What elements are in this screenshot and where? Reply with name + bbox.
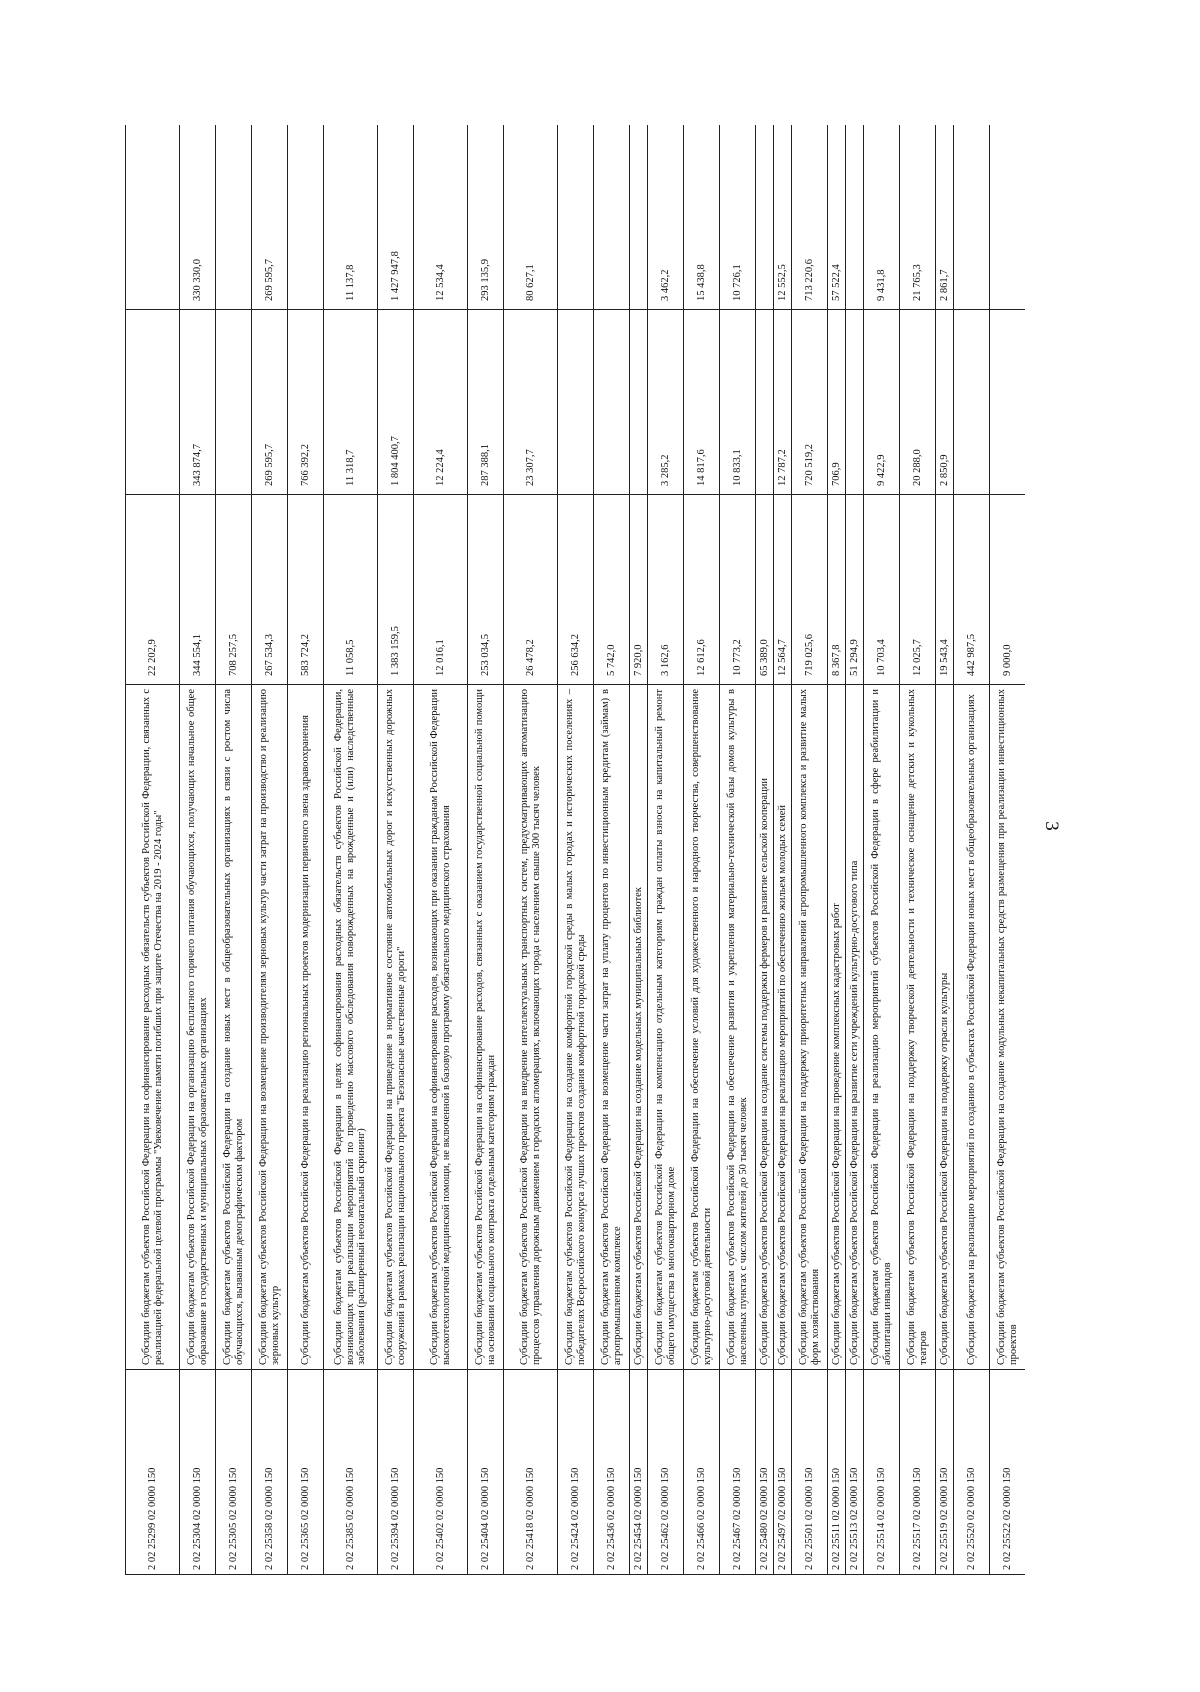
- table-row: [324, 125, 378, 1575]
- amount-year2-cell: [756, 310, 774, 495]
- budget-code-cell: 2 02 25305 02 0000 150: [216, 1370, 252, 1575]
- rotated-table-wrapper: [125, 125, 1025, 1575]
- amount-year3-cell: 293 135,9: [468, 125, 504, 310]
- amount-year1-cell: 1 383 159,5: [378, 495, 414, 685]
- description-cell: Субсидии бюджетам субъектов Российской Федерации на реализацию региональных проектов модернизации первичного звена здравоохранения: [288, 685, 324, 1370]
- table-row: [990, 125, 1026, 1575]
- amount-year3-cell: 2 861,7: [936, 125, 954, 310]
- table-row: [792, 125, 828, 1575]
- amount-year1-cell: 10 773,2: [720, 495, 756, 685]
- table-row: [846, 125, 864, 1575]
- amount-year3-cell: 12 534,4: [414, 125, 468, 310]
- table-row: [594, 125, 630, 1575]
- amount-year1-cell: 19 543,4: [936, 495, 954, 685]
- budget-table: [125, 125, 1025, 1575]
- budget-code-cell: 2 02 25436 02 0000 150: [594, 1370, 630, 1575]
- amount-year1-cell: 12 016,1: [414, 495, 468, 685]
- table-row: [630, 125, 648, 1575]
- table-row: [468, 125, 504, 1575]
- budget-code-cell: 2 02 25513 02 0000 150: [846, 1370, 864, 1575]
- budget-code-cell: 2 02 25462 02 0000 150: [648, 1370, 684, 1575]
- amount-year2-cell: 287 388,1: [468, 310, 504, 495]
- amount-year3-cell: 57 522,4: [828, 125, 846, 310]
- description-cell: Субсидии бюджетам субъектов Российской Федерации на софинансирование расходных обязательств субъектов Российской Федерации, связанных с реализацией федеральной целевой программы "Увековечение памяти погибших при защите Отечества на 2019 - 2024 годы": [126, 685, 180, 1370]
- budget-code-cell: 2 02 25501 02 0000 150: [792, 1370, 828, 1575]
- document-sheet: [125, 125, 1025, 1575]
- description-cell: Субсидии бюджетам субъектов Российской Федерации на поддержку отрасли культуры: [936, 685, 954, 1370]
- amount-year2-cell: [846, 310, 864, 495]
- amount-year2-cell: [954, 310, 990, 495]
- budget-code-cell: 2 02 25519 02 0000 150: [936, 1370, 954, 1575]
- description-cell: Субсидии бюджетам субъектов Российской Федерации на реализацию мероприятий субъектов Российской Федерации в сфере реабилитации и абилитации инвалидов: [864, 685, 900, 1370]
- amount-year1-cell: 26 478,2: [504, 495, 558, 685]
- amount-year1-cell: 9 000,0: [990, 495, 1026, 685]
- table-row: [936, 125, 954, 1575]
- amount-year3-cell: 3 462,2: [648, 125, 684, 310]
- amount-year2-cell: 12 224,4: [414, 310, 468, 495]
- budget-code-cell: 2 02 25304 02 0000 150: [180, 1370, 216, 1575]
- table-row: [180, 125, 216, 1575]
- budget-code-cell: 2 02 25418 02 0000 150: [504, 1370, 558, 1575]
- amount-year3-cell: [594, 125, 630, 310]
- amount-year1-cell: 708 257,5: [216, 495, 252, 685]
- amount-year2-cell: 2 850,9: [936, 310, 954, 495]
- amount-year3-cell: 10 726,1: [720, 125, 756, 310]
- amount-year1-cell: 11 058,5: [324, 495, 378, 685]
- table-row: [756, 125, 774, 1575]
- amount-year1-cell: 719 025,6: [792, 495, 828, 685]
- budget-code-cell: 2 02 25299 02 0000 150: [126, 1370, 180, 1575]
- description-cell: Субсидии бюджетам субъектов Российской Федерации на поддержку творческой деятельности и техническое оснащение детских и кукольных театров: [900, 685, 936, 1370]
- budget-code-cell: 2 02 25365 02 0000 150: [288, 1370, 324, 1575]
- amount-year1-cell: 65 389,0: [756, 495, 774, 685]
- table-row: [558, 125, 594, 1575]
- description-cell: Субсидии бюджетам субъектов Российской Федерации на реализацию мероприятий по обеспечению жильем молодых семей: [774, 685, 792, 1370]
- amount-year2-cell: 720 519,2: [792, 310, 828, 495]
- amount-year2-cell: 3 285,2: [648, 310, 684, 495]
- amount-year3-cell: [288, 125, 324, 310]
- description-cell: Субсидии бюджетам субъектов Российской Федерации на организацию бесплатного горячего питания обучающихся, получающих начальное общее образование в государственных и муниципальных образовательных организациях: [180, 685, 216, 1370]
- amount-year2-cell: 20 288,0: [900, 310, 936, 495]
- amount-year3-cell: 9 431,8: [864, 125, 900, 310]
- amount-year2-cell: [630, 310, 648, 495]
- amount-year2-cell: 9 422,9: [864, 310, 900, 495]
- budget-code-cell: 2 02 25497 02 0000 150: [774, 1370, 792, 1575]
- amount-year1-cell: 3 162,6: [648, 495, 684, 685]
- table-row: [126, 125, 180, 1575]
- description-cell: Субсидии бюджетам субъектов Российской Федерации на софинансирование расходов, связанных с оказанием государственной социальной помощи на основании социального контракта отдельным категориям граждан: [468, 685, 504, 1370]
- description-cell: Субсидии бюджетам субъектов Российской Федерации на возмещение части затрат на уплату процентов по инвестиционным кредитам (займам) в агропромышленном комплексе: [594, 685, 630, 1370]
- table-row: [504, 125, 558, 1575]
- amount-year3-cell: 21 765,3: [900, 125, 936, 310]
- amount-year1-cell: 51 294,9: [846, 495, 864, 685]
- description-cell: Субсидии бюджетам субъектов Российской Федерации на поддержку приоритетных направлений агропромышленного комплекса и развитие малых форм хозяйствования: [792, 685, 828, 1370]
- amount-year3-cell: [558, 125, 594, 310]
- amount-year1-cell: 267 534,3: [252, 495, 288, 685]
- amount-year2-cell: 766 392,2: [288, 310, 324, 495]
- description-cell: Субсидии бюджетам на реализацию мероприятий по созданию в субъектах Российской Федерации новых мест в общеобразовательных организациях: [954, 685, 990, 1370]
- description-cell: Субсидии бюджетам субъектов Российской Федерации на создание модульных некапитальных средств размещения при реализации инвестиционных проектов: [990, 685, 1026, 1370]
- description-cell: Субсидии бюджетам субъектов Российской Федерации на приведение в нормативное состояние автомобильных дорог и искусственных дорожных сооружений в рамках реализации национального проекта "Безопасные качественные дороги": [378, 685, 414, 1370]
- amount-year3-cell: 1 427 947,8: [378, 125, 414, 310]
- table-row: [774, 125, 792, 1575]
- budget-code-cell: 2 02 25467 02 0000 150: [720, 1370, 756, 1575]
- budget-code-cell: 2 02 25511 02 0000 150: [828, 1370, 846, 1575]
- description-cell: Субсидии бюджетам субъектов Российской Федерации на создание системы поддержки фермеров и развитие сельской кооперации: [756, 685, 774, 1370]
- amount-year3-cell: [846, 125, 864, 310]
- amount-year2-cell: 23 307,7: [504, 310, 558, 495]
- description-cell: Субсидии бюджетам субъектов Российской Федерации на обеспечение развития и укрепления материально-технической базы домов культуры в населенных пунктах с числом жителей до 50 тысяч человек: [720, 685, 756, 1370]
- amount-year3-cell: 330 330,0: [180, 125, 216, 310]
- budget-code-cell: 2 02 25520 02 0000 150: [954, 1370, 990, 1575]
- amount-year1-cell: 344 554,1: [180, 495, 216, 685]
- table-row: [864, 125, 900, 1575]
- amount-year1-cell: 12 564,7: [774, 495, 792, 685]
- amount-year3-cell: [126, 125, 180, 310]
- description-cell: Субсидии бюджетам субъектов Российской Федерации на компенсацию отдельным категориям граждан оплаты взноса на капитальный ремонт общего имущества в многоквартирном доме: [648, 685, 684, 1370]
- amount-year2-cell: 1 804 400,7: [378, 310, 414, 495]
- amount-year2-cell: [990, 310, 1026, 495]
- budget-code-cell: 2 02 25404 02 0000 150: [468, 1370, 504, 1575]
- amount-year1-cell: 10 703,4: [864, 495, 900, 685]
- amount-year3-cell: [990, 125, 1026, 310]
- description-cell: Субсидии бюджетам субъектов Российской Федерации на развитие сети учреждений культурно-досугового типа: [846, 685, 864, 1370]
- amount-year1-cell: 583 724,2: [288, 495, 324, 685]
- description-cell: Субсидии бюджетам субъектов Российской Федерации на обеспечение условий для художественного и народного творчества, совершенствование культурно-досуговой деятельности: [684, 685, 720, 1370]
- table-row: [288, 125, 324, 1575]
- amount-year3-cell: 11 137,8: [324, 125, 378, 310]
- amount-year2-cell: 269 595,7: [252, 310, 288, 495]
- amount-year3-cell: [630, 125, 648, 310]
- amount-year2-cell: 706,9: [828, 310, 846, 495]
- amount-year1-cell: 253 034,5: [468, 495, 504, 685]
- table-row: [720, 125, 756, 1575]
- description-cell: Субсидии бюджетам субъектов Российской Федерации на внедрение интеллектуальных транспортных систем, предусматривающих автоматизацию процессов управления дорожным движением в городских агломерациях, включающих города с населением свыше 300 тысяч человек: [504, 685, 558, 1370]
- amount-year3-cell: 15 438,8: [684, 125, 720, 310]
- page-number: 3: [1040, 821, 1062, 831]
- amount-year1-cell: 256 634,2: [558, 495, 594, 685]
- description-cell: Субсидии бюджетам субъектов Российской Федерации в целях софинансирования расходных обязательств субъектов Российской Федерации, возникающих при реализации мероприятий по проведению массового обследования новорожденных на врожденные и (или) наследственные заболевания (расширенный неонатальный скрининг): [324, 685, 378, 1370]
- table-row: [252, 125, 288, 1575]
- table-row: [648, 125, 684, 1575]
- amount-year2-cell: 12 787,2: [774, 310, 792, 495]
- budget-code-cell: 2 02 25358 02 0000 150: [252, 1370, 288, 1575]
- amount-year1-cell: 22 202,9: [126, 495, 180, 685]
- description-cell: Субсидии бюджетам субъектов Российской Федерации на возмещение производителям зерновых культур части затрат на производство и реализацию зерновых культур: [252, 685, 288, 1370]
- budget-code-cell: 2 02 25402 02 0000 150: [414, 1370, 468, 1575]
- budget-code-cell: 2 02 25480 02 0000 150: [756, 1370, 774, 1575]
- amount-year3-cell: 12 552,5: [774, 125, 792, 310]
- amount-year3-cell: 80 627,1: [504, 125, 558, 310]
- amount-year2-cell: [216, 310, 252, 495]
- amount-year1-cell: 12 025,7: [900, 495, 936, 685]
- table-row: [216, 125, 252, 1575]
- table-row: [828, 125, 846, 1575]
- table-row: [900, 125, 936, 1575]
- amount-year3-cell: 713 220,6: [792, 125, 828, 310]
- amount-year1-cell: 5 742,0: [594, 495, 630, 685]
- table-row: [378, 125, 414, 1575]
- description-cell: Субсидии бюджетам субъектов Российской Федерации на софинансирование расходов, возникающих при оказании гражданам Российской Федерации высокотехнологичной медицинской помощи, не включенной в базовую программу обязательного медицинского страхования: [414, 685, 468, 1370]
- amount-year2-cell: 10 833,1: [720, 310, 756, 495]
- amount-year2-cell: [594, 310, 630, 495]
- amount-year1-cell: 7 920,0: [630, 495, 648, 685]
- amount-year3-cell: [756, 125, 774, 310]
- amount-year3-cell: [954, 125, 990, 310]
- amount-year3-cell: 269 595,7: [252, 125, 288, 310]
- amount-year1-cell: 442 987,5: [954, 495, 990, 685]
- amount-year2-cell: [558, 310, 594, 495]
- amount-year2-cell: [126, 310, 180, 495]
- description-cell: Субсидии бюджетам субъектов Российской Федерации на создание модельных муниципальных библиотек: [630, 685, 648, 1370]
- budget-code-cell: 2 02 25385 02 0000 150: [324, 1370, 378, 1575]
- amount-year2-cell: 11 318,7: [324, 310, 378, 495]
- budget-code-cell: 2 02 25514 02 0000 150: [864, 1370, 900, 1575]
- budget-code-cell: 2 02 25424 02 0000 150: [558, 1370, 594, 1575]
- amount-year1-cell: 8 367,8: [828, 495, 846, 685]
- table-row: [414, 125, 468, 1575]
- amount-year1-cell: 12 612,6: [684, 495, 720, 685]
- table-row: [684, 125, 720, 1575]
- budget-code-cell: 2 02 25454 02 0000 150: [630, 1370, 648, 1575]
- amount-year2-cell: 14 817,6: [684, 310, 720, 495]
- description-cell: Субсидии бюджетам субъектов Российской Федерации на проведение комплексных кадастровых работ: [828, 685, 846, 1370]
- budget-code-cell: 2 02 25394 02 0000 150: [378, 1370, 414, 1575]
- budget-table-body: [126, 125, 1026, 1575]
- table-row: [954, 125, 990, 1575]
- budget-code-cell: 2 02 25517 02 0000 150: [900, 1370, 936, 1575]
- budget-code-cell: 2 02 25466 02 0000 150: [684, 1370, 720, 1575]
- budget-code-cell: 2 02 25522 02 0000 150: [990, 1370, 1026, 1575]
- description-cell: Субсидии бюджетам субъектов Российской Федерации на создание новых мест в общеобразовательных организациях в связи с ростом числа обучающихся, вызванным демографическим фактором: [216, 685, 252, 1370]
- amount-year3-cell: [216, 125, 252, 310]
- description-cell: Субсидии бюджетам субъектов Российской Федерации на создание комфортной городской среды в малых городах и исторических поселениях – победителях Всероссийского конкурса лучших проектов создания комфортной городской среды: [558, 685, 594, 1370]
- amount-year2-cell: 343 874,7: [180, 310, 216, 495]
